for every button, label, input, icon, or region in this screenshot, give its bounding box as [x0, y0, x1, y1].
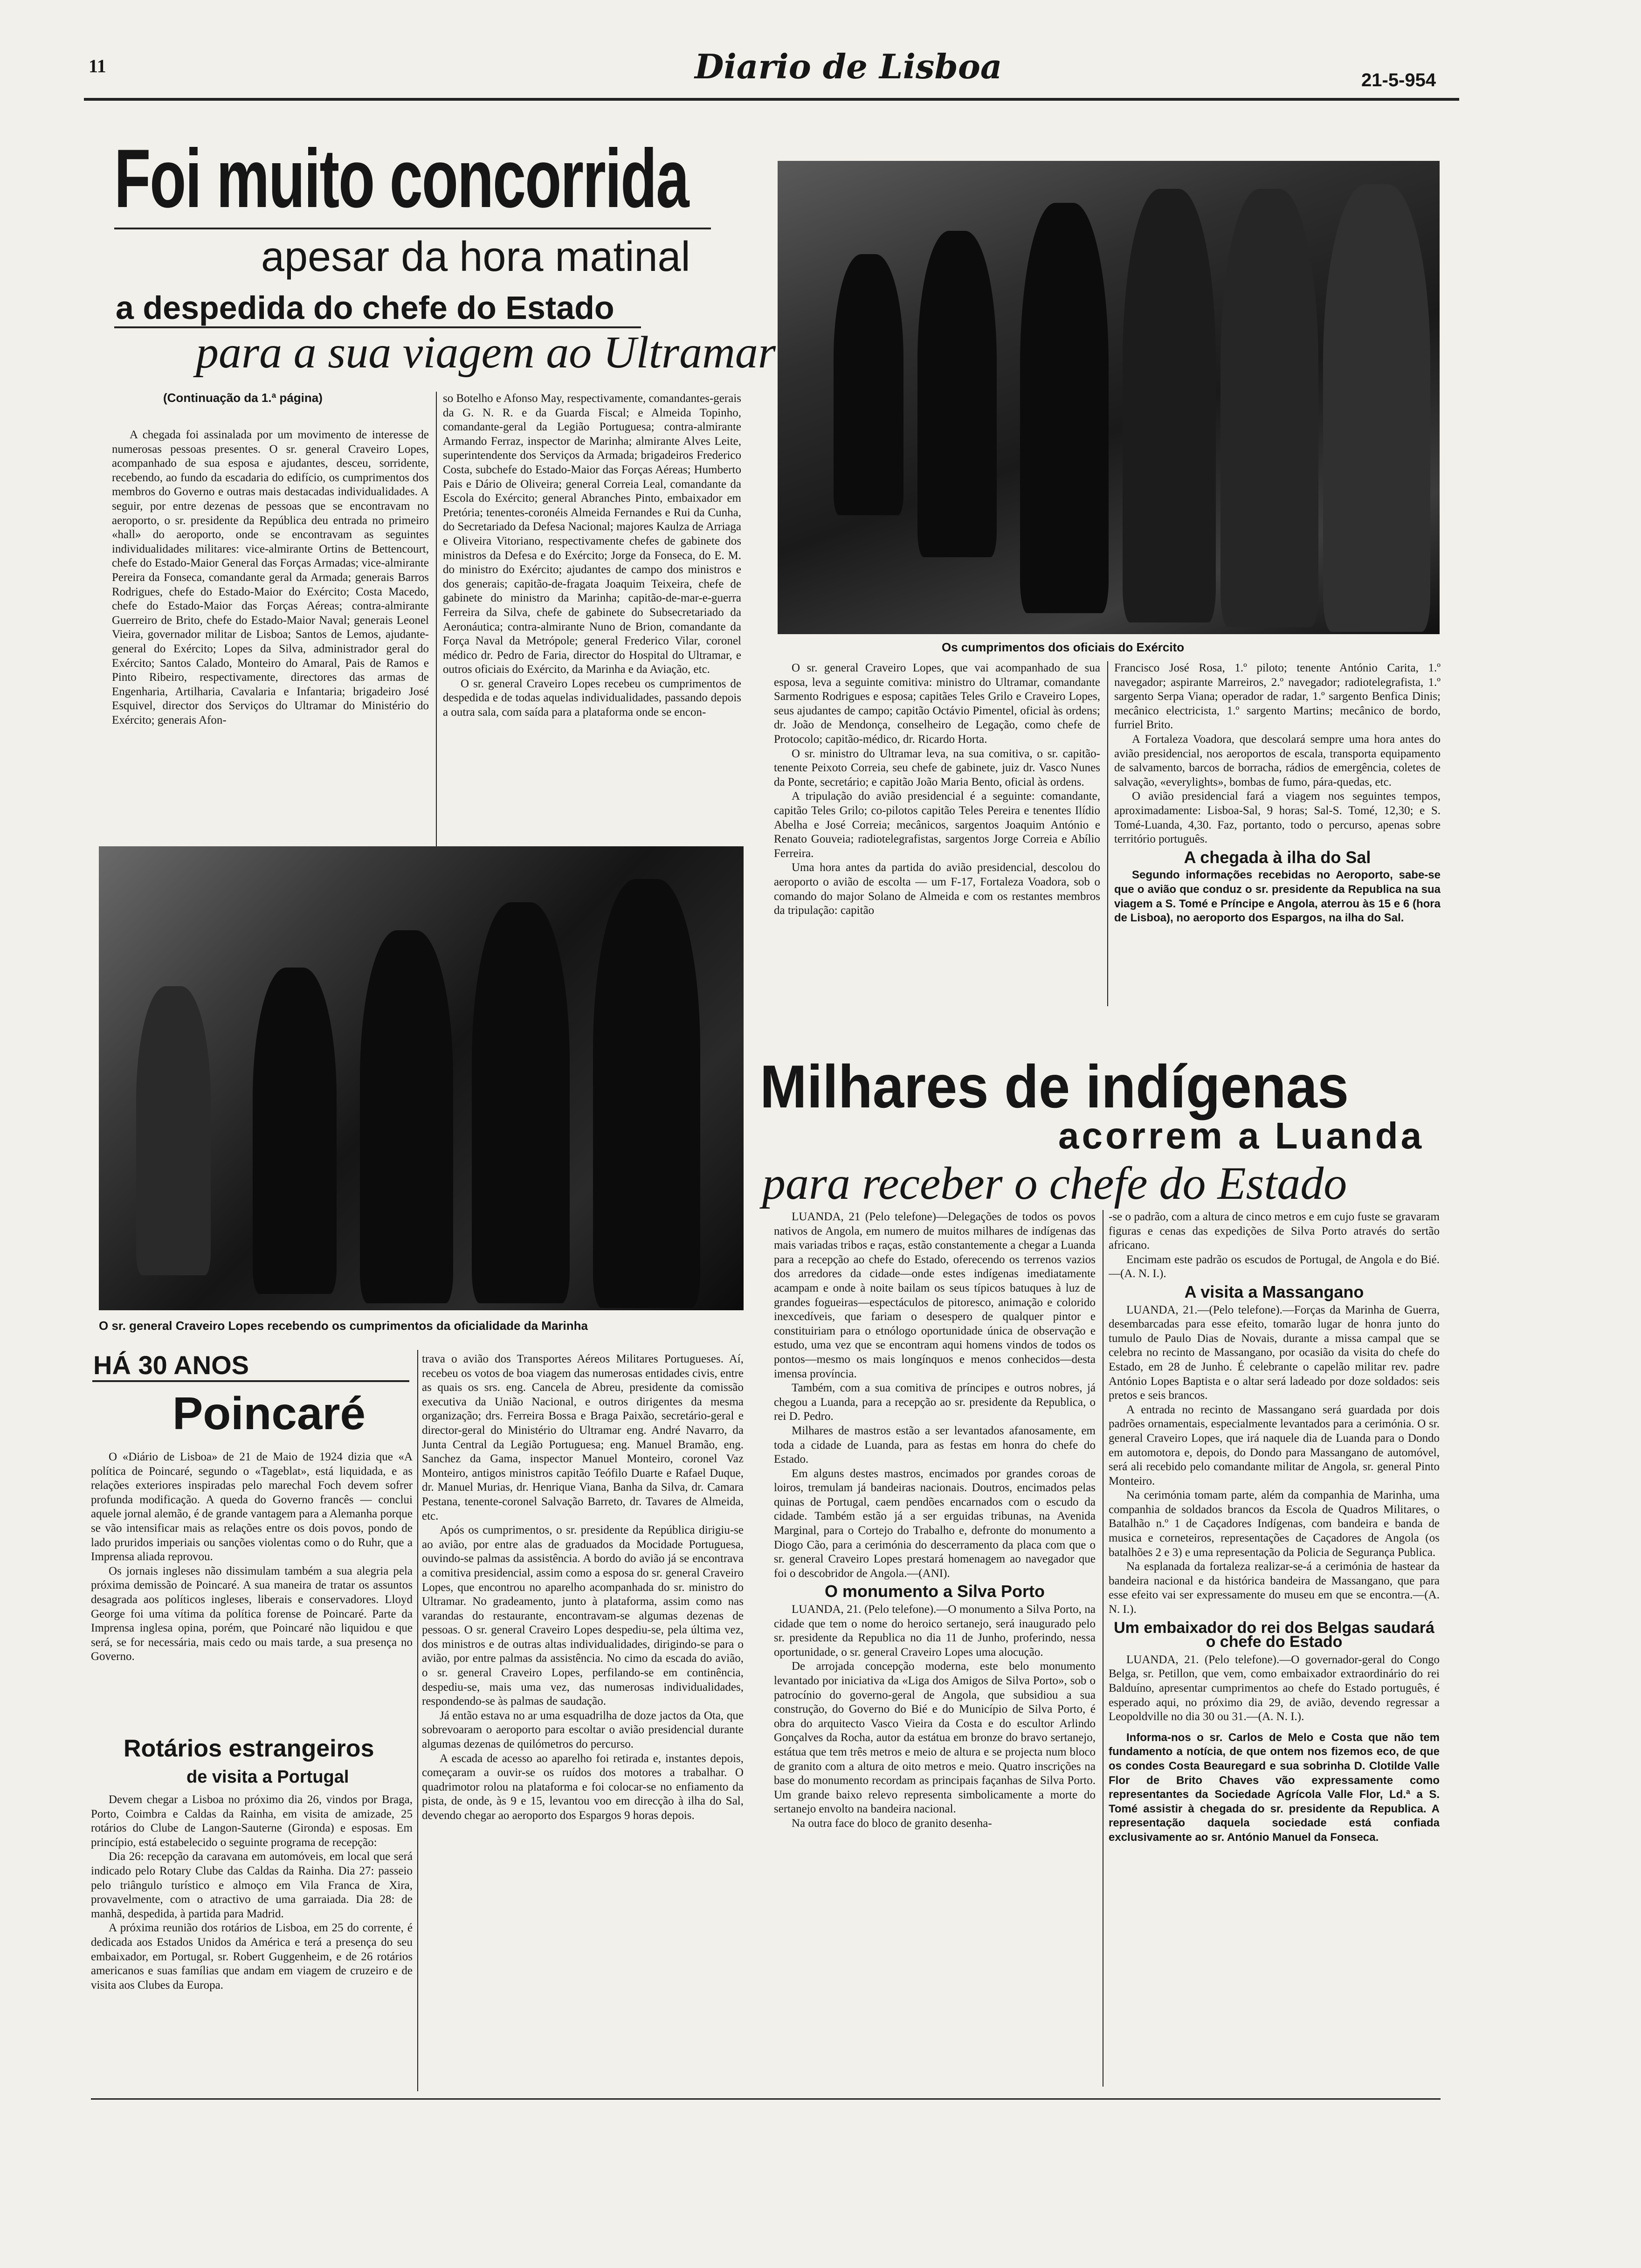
- column-rule: [1107, 661, 1108, 1006]
- photo-figure: [136, 986, 211, 1275]
- luanda-headline-2: acorrem a Luanda: [1058, 1115, 1425, 1156]
- lead-col2b-text: O sr. general Craveiro Lopes recebeu os cumprimentos de despedida e de todas aquelas individualidades, passando depois a outra sala, com saída para a plataforma onde se encon-: [443, 677, 741, 719]
- luanda-text-3: Milhares de mastros estão a ser levantados afanosamente, em toda a cidade de Luanda, para as festas em honra do chefe do Estado.: [774, 1424, 1096, 1466]
- lead-col2a-text: so Botelho e Afonso May, respectivamente, comandantes-gerais da G. N. R. e da Guarda Fiscal; e Almeida Topinho, comandante-geral da Legião Portuguesa; contra-almirante Armando Ferraz, inspector de Marinha; almirante Alves Leite, superintendente dos Serviços da Armada; brigadeiros Frederico Costa, subchefe do Estado-Maior das Forças Aéreas; Humberto Pais e Dário de Oliveira; general Correia Leal, comandante da Escola do Exército; general Abranches Pinto, embaixador em Pretória; tenentes-coronéis Almeida Fernandes e Rui da Cunha, do Secretariado da Defesa Nacional; majores Kaulza de Arriaga e Oliveira Vitoriano, respectivamente chefes de gabinete dos ministros da Defesa e do Exército; Jorge da Fonseca, do E. M. do ministro do Exército; ajudantes de campo dos ministros e dos generais; capitão-de-fragata Joaquim Teixeira, chefe de gabinete do ministro da Marinha; capitão-de-mar-e-guerra Ferreira da Silva, chefe de gabinete do Subsecretariado da Aeronáutica; contra-almirante Nuno de Brion, comandante da Força Naval da Metrópole; general Frederico Vilar, coronel médico dr. Pedro de Faria, director do Hospital do Ultramar, e outros oficiais do Exército, da Marinha e da Aviação, etc.: [443, 392, 741, 676]
- silva-porto-text-3: Na outra face do bloco de granito desenha-: [792, 1817, 992, 1830]
- lead-col3b-text: O sr. ministro do Ultramar leva, na sua comitiva, o sr. capitão-tenente Peixoto Correia, seu chefe de gabinete, juiz dr. Vasco Nunes da Ponte, secretário; e capitão João Maria Bento, oficial às ordens.: [774, 747, 1100, 788]
- massangano-text-3: Na cerimónia tomam parte, além da companhia de Marinha, uma companhia de soldados brancos da Escola de Quadros Militares, o Batalhão n.º 1 de Caçadores Indígenas, com bandeira e banda de musica e corneteiros, representações de Caçadores de Angola (os batalhões 2 e 3) e uma representação da Policia de Segurança Publica.: [1109, 1489, 1440, 1559]
- luanda-col2b-text: Encimam este padrão os escudos de Portugal, de Angola e do Bié.—(A. N. I.).: [1109, 1253, 1440, 1280]
- lead-deck-1: apesar da hora matinal: [261, 234, 690, 280]
- sal-heading: A chegada à ilha do Sal: [1184, 847, 1371, 867]
- middle-text-2: Após os cumprimentos, o sr. presidente da República dirigiu-se ao avião, por entre alas de graduados da Mocidade Portuguesa, ouvindo-se palmas da assistência. A bordo do avião já se encontrava a comitiva presidencial, assim como a esposa do sr. general Craveiro Lopes, que encontrou no aparelho acompanhada do sr. ministro do Ultramar. No gradeamento, junto à plataforma, assim como nas varandas do restaurante, encontravam-se algumas dezenas de pessoas. O sr. general Craveiro Lopes despediu-se, pela última vez, dos ministros e de outras altas individualidades, dirigindo-se para o avião, por entre palmas da assistência. No cimo da escada do avião, o sr. general Craveiro Lopes, perfilando-se em continência, despediu-se, mais uma vez, das numerosas individualidades, respondendo-se às palmas de saudação.: [422, 1524, 744, 1708]
- photo-figure: [1323, 184, 1430, 632]
- melo-costa-note: Informa-nos o sr. Carlos de Melo e Costa que não tem fundamento a notícia, de que ontem nos fizemos eco, de que os condes Costa Beauregard e sua sobrinha D. Clotilde Valle Flor de Brito Chaves vão expressamente como representantes da Sociedade Agrícola Valle Flor, Ld.ª a S. Tomé assistir à chegada do sr. presidente da Republica. A representação daquela sociedade está confiada exclusivamente ao sr. António Manuel da Fonseca.: [1109, 1731, 1440, 1844]
- rotarios-headline: Rotários estrangeiros: [124, 1735, 374, 1762]
- ha30-text: O «Diário de Lisboa» de 21 de Maio de 1924 dizia que «A política de Poincaré, segundo o «Tageblat», está liquidada, e as relações exteriores inspiradas pelo marechal Foch devem sofrer profunda modificação. A queda do Governo francês — conclui aquele jornal alemão, é de grande vantagem para a Alemanha porque se vão intensificar mais as relações entre os dois povos, pondo de lado pruridos imperiais ou sanções violentas como o do Ruhr, que a Imprensa aliada reprovou.: [91, 1451, 413, 1563]
- luanda-text: LUANDA, 21 (Pelo telefone)—Delegações de todos os povos nativos de Angola, em numero de muitos milhares de indígenas das mais variadas tribos e raças, estão constantemente a chegar a Luanda para a recepção ao chefe do Estado, oferecendo os terrenos vazios dos arredores da cidade—onde estes indígenas imediatamente acampam e onde à noite bailam os seus típicos batuques à luz de grandes fogueiras—espectáculos de pitoresco, animação e colorido inexcedíveis, que fariam o desespero de qualquer pintor e constituiriam para o etnólogo oportunidade única de observação e estudo, uma vez que se encontram aqui homens vindos de todos os pontos—mesmo os mais longínquos e menos conhecidos—desta imensa província.: [774, 1210, 1096, 1380]
- rotarios-text-2: Dia 26: recepção da caravana em automóveis, em local que será indicado pelo Rotary Clube das Caldas da Rainha. Dia 27: passeio pelo triângulo turístico e almoço em Vila Franca de Xira, provavelmente, com o atractivo de uma garraiada. Dia 28: de manhã, despedida, à partida para Madrid.: [91, 1850, 413, 1920]
- luanda-column-1: [774, 1210, 1096, 2087]
- silva-porto-heading: O monumento a Silva Porto: [824, 1582, 1045, 1601]
- ha30-text-2: Os jornais ingleses não dissimulam também a sua alegria pela próxima demissão de Poincaré. A sua maneira de tratar os assuntos desagrada aos políticos ingleses, liberais e conservadores. Lloyd George foi uma vítima da política forense de Poincaré. Parte da Imprensa inglesa opina, porém, que Poincaré não liquidou e que será, se for necessária, mais cedo ou mais tarde, a sua presença no Governo.: [91, 1564, 413, 1663]
- lead-col4-text: Francisco José Rosa, 1.º piloto; tenente António Carita, 1.º navegador; aspirante Marreiros, 2.º navegador; radiotelegrafista, 1.º sargento Serpa Viana; operador de radar, 1.º sargento Benfica Dinis; mecânico electricista, 1.º sargento Martins; mecânico de bordo, furriel Brito.: [1114, 662, 1441, 732]
- luanda-text-2: Também, com a sua comitiva de príncipes e outros nobres, já chegou a Luanda, para a recepção ao sr. presidente da Republica, o rei D. Pedro.: [774, 1382, 1096, 1423]
- photo-army-caption: Os cumprimentos dos oficiais do Exército: [942, 640, 1185, 654]
- massangano-text: LUANDA, 21.—(Pelo telefone).—Forças da Marinha de Guerra, desembarcadas para esse efeito, tomarão lugar de honra junto do tumulo de Paulo Dias de Novais, durante a missa campal que se celebra no recinto de Massangano, por ocasião da visita do chefe do Estado, em 28 de Junho. É celebrante o capelão militar rev. padre António Lopes Baptista e o altar será ladeado por doze soldados: seis pretos e seis brancos.: [1109, 1303, 1440, 1402]
- luanda-headline-1: Milhares de indígenas: [760, 1052, 1349, 1120]
- column-rule: [436, 392, 437, 849]
- photo-figure: [1123, 189, 1216, 622]
- bottom-rule: [91, 2098, 1441, 2100]
- photo-figure: [472, 902, 570, 1303]
- lead-column-3: [774, 661, 1100, 1016]
- rotarios-subheadline: de visita a Portugal: [186, 1767, 349, 1787]
- photo-figure: [834, 254, 903, 515]
- photo-figure: [1020, 203, 1109, 613]
- massangano-text-4: Na esplanada da fortaleza realizar-se-á a cerimónia de hastear da bandeira nacional e da histórica bandeira de Massangano, que para esse efeito vai ser expressamente do museu em que se encontra.—(A. N. I.).: [1109, 1560, 1440, 1616]
- luanda-headline-3: para receber o chefe do Estado: [762, 1157, 1347, 1209]
- lead-col1-text: A chegada foi assinalada por um movimento de interesse de numerosas pessoas presentes. O sr. general Craveiro Lopes, acompanhado de sua esposa e ajudantes, desceu, sorridente, recebendo, ao fundo da escadaria do edifício, os cumprimentos dos membros do Governo e outras mais destacadas individualidades. A seguir, por entre dezenas de pessoas que se encontravam no aeroporto, o sr. presidente da República deu entrada no primeiro «hall» do aeroporto, onde se encontravam as seguintes individualidades militares: vice-almirante Ortins de Bettencourt, chefe do Estado-Maior General das Forças Armadas; vice-almirante Pereira da Fonseca, comandante geral da Armada; generais Barros Rodrigues, chefe do Estado-Maior do Exército; Costa Macedo, chefe do Estado-Maior das Forças Aéreas; contra-almirante Guerreiro de Brito, chefe do Estado-Maior Naval; generais Leonel Vieira, governador militar de Lisboa; Santos de Lemos, ajudante-general do Exército; Lopes da Silva, administrador geral do Exército; Santos Calado, Monteiro do Amaral, Pais de Ramos e Pinto Ribeiro, respectivamente, directores das armas de Engenharia, Artilharia, Cavalaria e Infantaria; brigadeiro José Esquivel, director dos Serviços do Ultramar do Ministério do Exército; generais Afon-: [112, 429, 429, 726]
- rotarios-column: [91, 1793, 413, 2096]
- middle-text: trava o avião dos Transportes Aéreos Militares Portugueses. Aí, recebeu os votos de boa viagem das numerosas entidades civis, entre as quais os srs. eng. Cancela de Abreu, presidente da comissão executiva da União Nacional, e outros dirigentes da mesma organização; drs. Ferreira Bossa e Braga Paixão, secretário-geral e director-geral do Ministério do Ultramar eng. André Navarro, da Junta Central da Legião Portuguesa; eng. Manuel Bramão, eng. Sanchez da Gama, inspector Manuel Monteiro, coronel Vaz Monteiro, antigos ministros capitão Teófilo Duarte e Rafael Duque, dr. Manuel Murias, dr. Henrique Viana, Banha da Silva, dr. Camara Pestana, tenente-coronel Salvação Barreto, dr. Tavares de Almeida, etc.: [422, 1353, 744, 1522]
- masthead-title: Diario de Lisboa: [695, 47, 1002, 86]
- photo-navy-caption: O sr. general Craveiro Lopes recebendo os cumprimentos da oficialidade da Marinha: [99, 1319, 588, 1333]
- lead-col3d-text: Uma hora antes da partida do avião presidencial, descolou do aeroporto o avião de escolta — um F-17, Fortaleza Voadora, sob o comando do major Solano de Almeida e com os restantes membros da tripulação: capitão: [774, 861, 1100, 917]
- photo-figure: [593, 879, 700, 1308]
- lead-col4c-text: O avião presidencial fará a viagem nos seguintes tempos, aproximadamente: Lisboa-Sal, 9 horas; Sal-S. Tomé, 12,30; e S. Tomé-Luanda, 4,30. Faz, portanto, todo o percurso, apenas sobre território português.: [1114, 790, 1441, 846]
- photo-figure: [1220, 189, 1318, 627]
- luanda-text-4: Em alguns destes mastros, encimados por grandes coroas de loiros, tremulam já bandeiras nacionais. Doutros, encimados pelas quinas de Portugal, caem pendões encarnados com o escudo da cidade. Também estão já a ser erguidas tribunas, na Avenida Marginal, para o Cortejo do Trabalho e, defronte do monumento a Diogo Cão, para a cerimónia do descerramento da placa com que o sr. general Craveiro Lopes prestará homenagem ao navegador que foi o descobridor de Angola.—(ANI).: [774, 1467, 1096, 1580]
- photo-figure: [253, 968, 337, 1294]
- page-number: 11: [89, 55, 106, 76]
- silva-porto-text-2: De arrojada concepção moderna, este belo monumento levantado por iniciativa da «Liga dos Amigos de Silva Porto», sob o patrocínio do governo-geral de Angola, que subsidiou a sua construção, do Governo do Bié e do Município de Silva Porto, é obra do arquitecto Vasco Vieira da Costa e do escultor Arlindo Gonçalves da Rocha, autor da estátua em bronze do bravo sertanejo, estátua que tem três metros e meio de altura e se projecta num bloco de granito com a altura de oito metros e meio. Quatro inscrições na base do monumento recordam as principais façanhas de Silva Porto. Um grande baixo relevo representa simbolicamente a morte do sertanejo envolto na bandeira nacional.: [774, 1660, 1096, 1816]
- lead-headline: Foi muito concorrida: [114, 132, 689, 225]
- middle-text-3: Já então estava no ar uma esquadrilha de doze jactos da Ota, que sobrevoaram o aeroporto para escoltar o avião presidencial durante algumas dezenas de quilómetros do percurso.: [422, 1709, 744, 1751]
- lead-col4b-text: A Fortaleza Voadora, que descolará sempre uma hora antes do avião presidencial, nos aeroportos de escala, transporta equipamento de salvamento, barcos de borracha, rádios de emergência, coletes de salvação, «everylights», bombas de fumo, pára-quedas, etc.: [1114, 733, 1441, 788]
- masthead-date: 21-5-954: [1361, 70, 1436, 90]
- rotarios-text-3: A próxima reunião dos rotários de Lisboa, em 25 do corrente, é dedicada aos Estados Unidos da América e terá a presença do seu embaixador, em Portugal, sr. Robert Guggenheim, e de 26 rotários americanos e suas famílias que andam em viagem de cruzeiro e de visita aos Clubes da Europa.: [91, 1922, 413, 1991]
- belgas-text: LUANDA, 21. (Pelo telefone).—O governador-geral do Congo Belga, sr. Petillon, que vem, como embaixador extraordinário do rei Balduíno, apresentar cumprimentos ao chefe do Estado português, é esperado aqui, no próximo dia 29, de avião, devendo regressar a Leopoldville no dia 30 ou 31.—(A. N. I.).: [1109, 1653, 1440, 1723]
- photo-figure: [360, 930, 453, 1303]
- photo-army-officers: [778, 161, 1440, 634]
- middle-text-4: A escada de acesso ao aparelho foi retirada e, instantes depois, começaram a ouvir-se os ruídos dos motores a trabalhar. O quadrimotor rolou na plataforma e foi colocar-se no enfiamento da pista, de onde, às 9 e 15, levantou voo em direcção à ilha do Sal, devendo chegar ao aeroporto dos Espargos 9 horas depois.: [422, 1752, 744, 1822]
- massangano-text-2: A entrada no recinto de Massangano será guardada por dois padrões ornamentais, especialmente levantados para a cerimónia. O sr. general Craveiro Lopes, que irá naquele dia de Luanda para o Dondo em automotora e, depois, do Dondo para Massangano de automóvel, será ali recebido pelo comandante militar de Angola, sr. general Pinto Monteiro.: [1109, 1403, 1440, 1487]
- belgas-heading: Um embaixador do rei dos Belgas saudará o chefe do Estado: [1114, 1618, 1434, 1651]
- luanda-column-2: [1109, 1210, 1440, 2087]
- rotarios-text: Devem chegar a Lisboa no próximo dia 26, vindos por Braga, Porto, Coimbra e Caldas da Rainha, em visita de amizade, 25 rotários do Clube de Langon-Sauterne (Gironda) e esposas. Em princípio, está estabelecido o seguinte programa de recepção:: [91, 1793, 413, 1849]
- lead-col3-text: O sr. general Craveiro Lopes, que vai acompanhado de sua esposa, leva a seguinte comitiva: ministro do Ultramar, comandante Sarmento Rodrigues e esposa; capitães Teles Grilo e Craveiro Lopes, seus ajudantes de campo; capitão Octávio Pimentel, oficial às ordens; dr. João de Mendonça, conselheiro de Legação, como chefe de Protocolo; capitão-médico, dr. Ricardo Horta.: [774, 662, 1100, 746]
- continuation-note: (Continuação da 1.ª página): [163, 391, 323, 405]
- massangano-heading: A visita a Massangano: [1184, 1282, 1364, 1301]
- lead-column-4: [1114, 661, 1441, 1016]
- ha30-column: [91, 1450, 413, 1735]
- lead-deck-2: a despedida do chefe do Estado: [116, 290, 614, 326]
- sal-text: Segundo informações recebidas no Aeroporto, sabe-se que o avião que conduz o sr. presidente da Republica na sua viagem a S. Tomé e Príncipe e Angola, aterrou às 15 e 6 (hora de Lisboa), no aeroporto dos Espargos, na ilha do Sal.: [1114, 869, 1441, 925]
- lead-deck-3: para a sua viagem ao Ultramar: [196, 327, 776, 378]
- column-rule: [417, 1350, 418, 2091]
- ha30-rule: [92, 1380, 409, 1382]
- ha30-label: HÁ 30 ANOS: [93, 1350, 249, 1380]
- masthead-rule: [84, 98, 1459, 101]
- headline-rule: [114, 228, 711, 229]
- photo-navy-officers: [99, 846, 744, 1310]
- lead-column-1: [112, 428, 429, 848]
- ha30-headline: Poincaré: [172, 1388, 365, 1439]
- middle-column: [422, 1352, 744, 2089]
- silva-porto-text: LUANDA, 21. (Pelo telefone).—O monumento a Silva Porto, na cidade que tem o nome do heroico sertanejo, será inaugurado pelo sr. presidente da Republica no dia 11 de Junho, proferindo, nessa oportunidade, o sr. general Craveiro Lopes uma alocução.: [774, 1603, 1096, 1659]
- lead-column-2: [443, 392, 741, 849]
- luanda-col2-text: -se o padrão, com a altura de cinco metros e em cujo fuste se gravaram figuras e cenas das expedições de Silva Porto através do sertão africano.: [1109, 1210, 1440, 1252]
- photo-figure: [917, 231, 997, 557]
- lead-col3c-text: A tripulação do avião presidencial é a seguinte: comandante, capitão Teles Grilo; co-pilotos capitão Teles Pereira e tenentes Ilídio Abelha e José Correia; mecânicos, sargentos Joaquim António e Renato Gouveia; radiotelegrafistas, sargentos Jorge Correia e Abílio Ferreira.: [774, 790, 1100, 860]
